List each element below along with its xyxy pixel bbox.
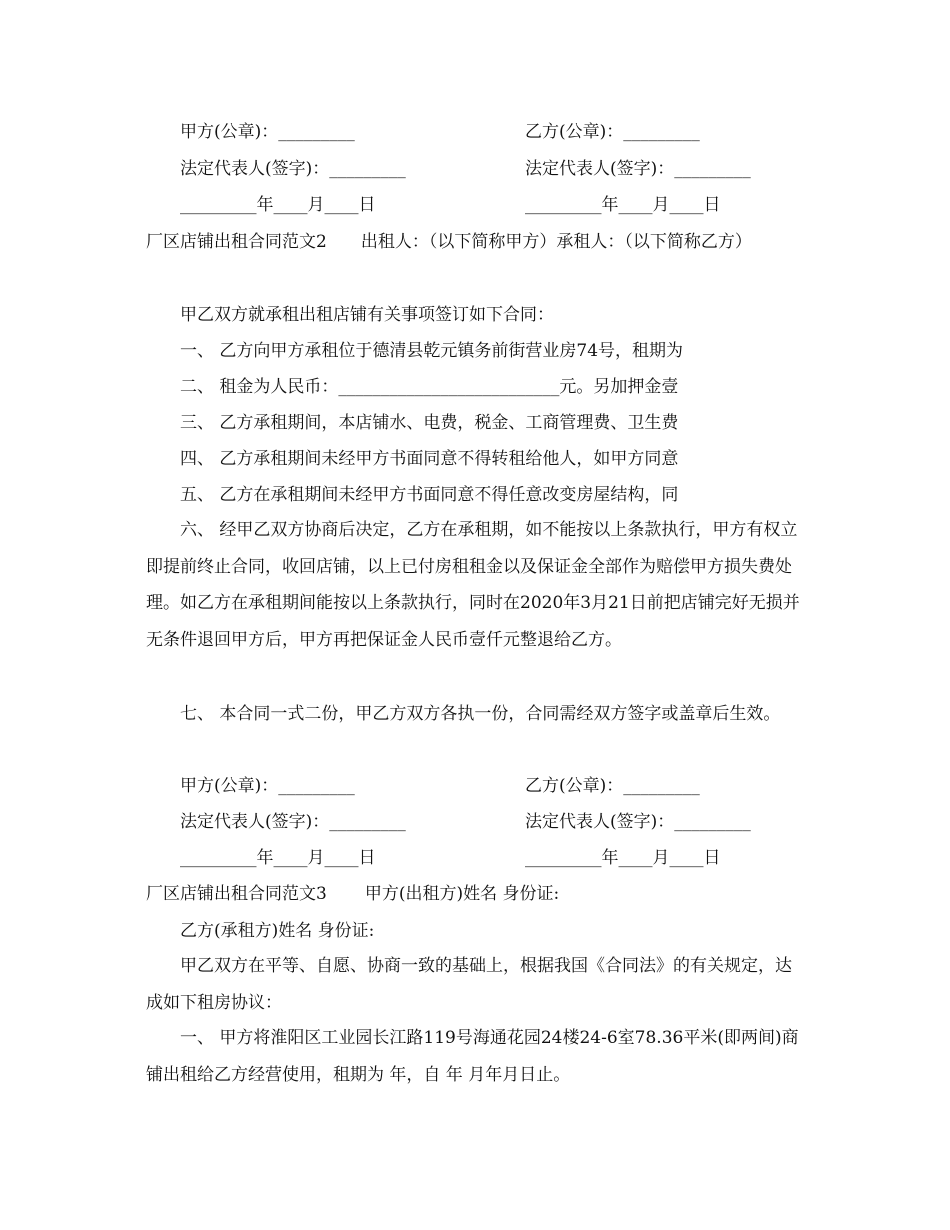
sample3-heading-line (146, 883, 559, 905)
sample2-clause-5: 五、 乙方在承租期间未经甲方书面同意不得任意改变房屋结构，同 (180, 485, 679, 505)
sample2-intro: 甲乙双方就承租出租店铺有关事项签订如下合同： (180, 305, 554, 325)
party-a-date: _________年____月____日 (180, 848, 376, 868)
sample2-clause-1: 一、 乙方向甲方承租位于德清县乾元镇务前街营业房74号，租期为 (180, 341, 684, 361)
party-b-date: _________年____月____日 (525, 195, 721, 215)
sample3-intro: 甲乙双方在平等、自愿、协商一致的基础上，根据我国《合同法》的有关规定，达成如下租房协议： (146, 956, 792, 1013)
sample2-heading: 厂区店铺出租合同范文2 出租人：（以下简称甲方）承租人：（以下简称乙方） (146, 232, 752, 252)
party-b-date: _________年____月____日 (525, 848, 721, 868)
party-a-representative: 法定代表人(签字)：_________ (180, 812, 406, 832)
party-b-representative: 法定代表人(签字)：_________ (525, 159, 751, 179)
party-a-date: _________年____月____日 (180, 195, 376, 215)
sample2-clause-3: 三、 乙方承租期间，本店铺水、电费，税金、工商管理费、卫生费 (180, 413, 679, 433)
sample3-party-a: 甲方(出租方)姓名 身份证: (364, 884, 560, 904)
party-b-representative: 法定代表人(签字)：_________ (525, 812, 751, 832)
sample3-party-b: 乙方(承租方)姓名 身份证: (180, 921, 375, 941)
sample2-clause-2: 二、 租金为人民币：__________________________元。另加押金壹 (180, 377, 679, 397)
sample2-clause-7: 七、 本合同一式二份，甲乙方双方各执一份，合同需经双方签字或盖章后生效。 (180, 704, 781, 724)
party-b-seal: 乙方(公章)：_________ (525, 776, 700, 796)
sample3-heading: 厂区店铺出租合同范文3 (146, 884, 327, 904)
party-a-representative: 法定代表人(签字)：_________ (180, 159, 406, 179)
sample2-clause-4: 四、 乙方承租期间未经甲方书面同意不得转租给他人，如甲方同意 (180, 449, 679, 469)
party-a-seal: 甲方(公章)：_________ (180, 122, 355, 142)
sample2-clause-6: 六、 经甲乙双方协商后决定，乙方在承租期，如不能按以上条款执行，甲方有权立即提前终止合同，收回店铺，以上已付房租租金以及保证金全部作为赔偿甲方损失费处理。如乙方在承租期间能按以上条款执行，同时在2020年3月21日前把店铺完好无损并无条件退回甲方后，甲方再把保证金人民币壹仟元整退给乙方。 (146, 520, 800, 650)
sample3-clause-1: 一、 甲方将淮阳区工业园长江路119号海通花园24楼24-6室78.36平米(即两间)商铺出租给乙方经营使用，租期为 年，自 年 月年月日止。 (146, 1028, 799, 1085)
party-a-seal: 甲方(公章)：_________ (180, 776, 355, 796)
party-b-seal: 乙方(公章)：_________ (525, 122, 700, 142)
